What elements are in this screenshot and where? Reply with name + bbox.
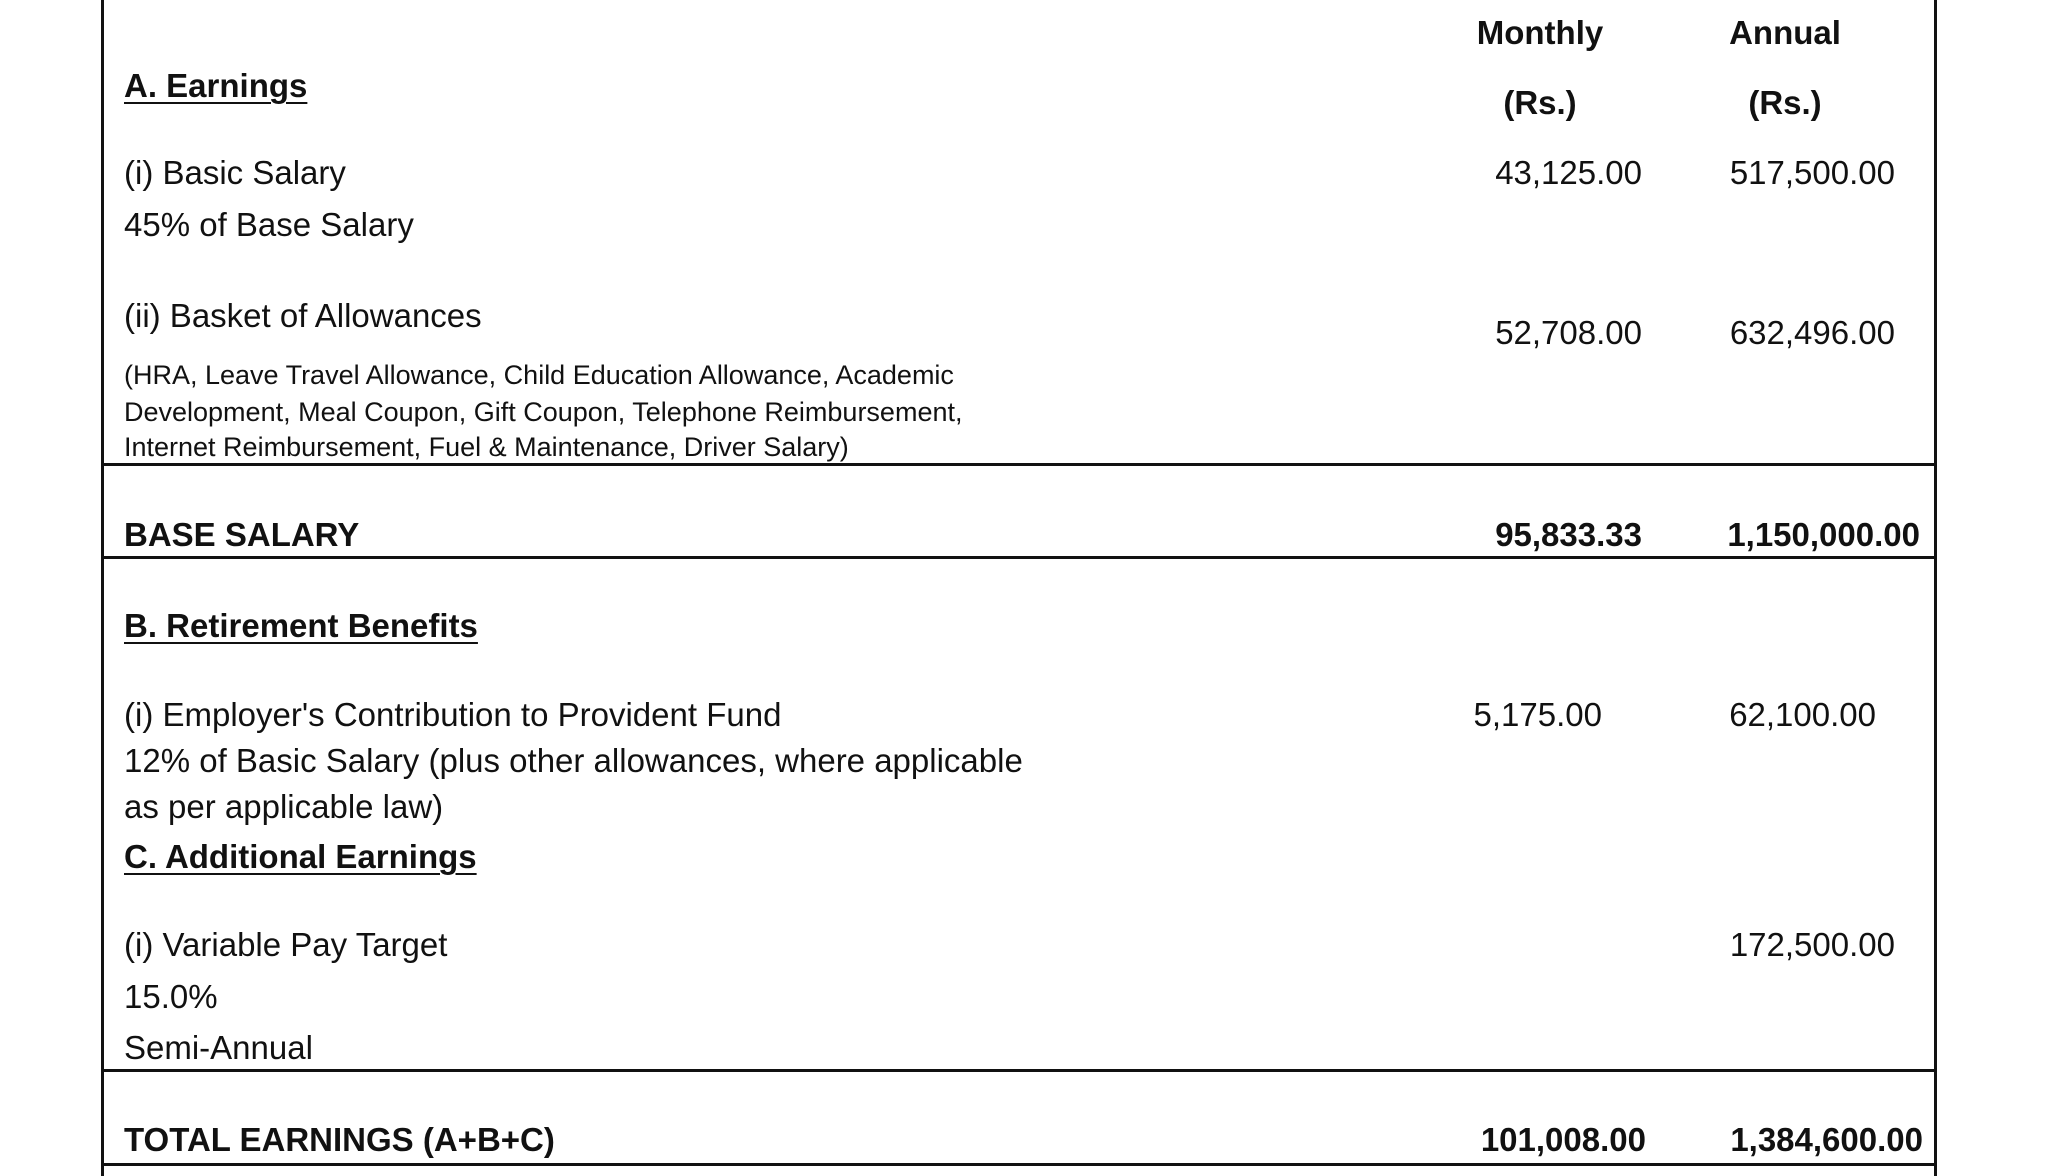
base-salary-label: BASE SALARY	[124, 516, 360, 553]
section-b-title: B. Retirement Benefits	[124, 607, 478, 644]
annual-header-line2: (Rs.)	[1748, 84, 1822, 121]
variable-pay-frequency: Semi-Annual	[124, 1029, 313, 1066]
total-earnings-label: TOTAL EARNINGS (A+B+C)	[124, 1121, 555, 1158]
pf-note-line2: as per applicable law)	[124, 788, 444, 825]
variable-pay-annual: 172,500.00	[1729, 926, 1895, 963]
allowances-monthly: 52,708.00	[1495, 314, 1642, 351]
variable-pay-percent: 15.0%	[124, 978, 218, 1015]
allowances-detail-line2: Development, Meal Coupon, Gift Coupon, Telephone Reimbursement,	[124, 397, 963, 427]
divider-line	[101, 1163, 1937, 1166]
monthly-header	[1440, 10, 1640, 126]
monthly-header-line1: Monthly	[1476, 14, 1604, 51]
pf-label: (i) Employer's Contribution to Provident Fund	[124, 696, 782, 733]
section-c-title: C. Additional Earnings	[124, 838, 477, 875]
pf-note-line1: 12% of Basic Salary (plus other allowances, where applicable	[124, 742, 1023, 779]
allowances-label: (ii) Basket of Allowances	[124, 297, 482, 334]
variable-pay-label: (i) Variable Pay Target	[124, 926, 448, 963]
annual-header	[1685, 10, 1885, 126]
section-a-title: A. Earnings	[124, 67, 308, 104]
annual-header-line1: Annual	[1729, 14, 1841, 51]
divider-line	[101, 1069, 1937, 1072]
allowances-detail-line1: (HRA, Leave Travel Allowance, Child Education Allowance, Academic	[124, 360, 954, 390]
base-salary-annual: 1,150,000.00	[1727, 516, 1920, 553]
allowances-detail-line3: Internet Reimbursement, Fuel & Maintenance, Driver Salary)	[124, 432, 849, 462]
table-frame	[101, 0, 1937, 1176]
base-salary-monthly: 95,833.33	[1495, 516, 1642, 553]
monthly-header-line2: (Rs.)	[1503, 84, 1577, 121]
basic-salary-monthly: 43,125.00	[1495, 154, 1642, 191]
total-earnings-annual: 1,384,600.00	[1730, 1121, 1923, 1158]
basic-salary-annual: 517,500.00	[1729, 154, 1895, 191]
basic-salary-label: (i) Basic Salary	[124, 154, 346, 191]
total-earnings-monthly: 101,008.00	[1480, 1121, 1646, 1158]
pf-monthly: 5,175.00	[1473, 696, 1602, 733]
allowances-annual: 632,496.00	[1729, 314, 1895, 351]
divider-line	[101, 556, 1937, 559]
basic-salary-note: 45% of Base Salary	[124, 206, 414, 243]
divider-line	[101, 463, 1937, 466]
pf-annual: 62,100.00	[1729, 696, 1876, 733]
